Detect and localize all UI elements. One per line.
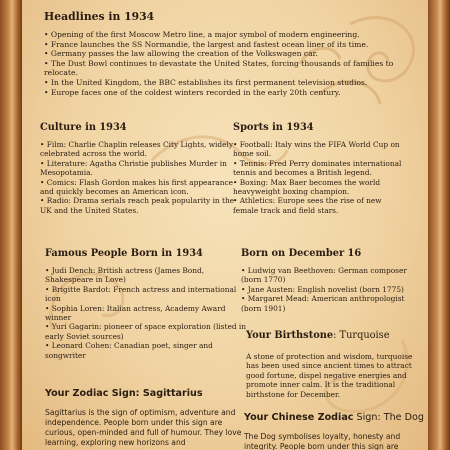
famous-item: • Sophia Loren: Italian actress, Academy Award winner xyxy=(45,303,226,323)
born-item: • Ludwig van Beethoven: German composer (born 1770) xyxy=(241,266,407,285)
culture-list xyxy=(40,140,235,215)
chinese-zodiac-value: Sign: The Dog xyxy=(353,412,424,423)
sports-item: • Boxing: Max Baer becomes the world heavyweight boxing champion. xyxy=(233,177,381,197)
culture-item: • Film: Charlie Chaplin releases City Lights, widely celebrated across the world. xyxy=(40,140,234,159)
headline-item: • In the United Kingdom, the BBC establishes its first permanent television studios. xyxy=(44,77,368,87)
sports-title: Sports in 1934 xyxy=(233,122,314,133)
born-dec16-list xyxy=(241,266,413,313)
culture-item: • Comics: Flash Gordon makes his first appearance and quickly becomes an American icon. xyxy=(40,177,234,197)
headlines-title: Headlines in 1934 xyxy=(44,10,155,23)
sports-item: • Football: Italy wins the FIFA World Cup on home soil. xyxy=(233,140,400,159)
culture-item: • Radio: Drama serials reach peak popularity in the UK and the United States. xyxy=(40,196,235,215)
birthstone-text: A stone of protection and wisdom, turquoise has been used since ancient times to attract good fortune, dispel negative energies and promote inner calm. It is the traditional birthstone for December. xyxy=(246,352,413,399)
chinese-zodiac-label: Your Chinese Zodiac xyxy=(244,412,354,423)
born-item: • Jane Austen: English novelist (born 1775) xyxy=(241,284,404,294)
sports-list xyxy=(233,140,403,215)
headline-item: • The Dust Bowl continues to devastate the United States, forcing thousands of families to relocate. xyxy=(44,58,394,78)
zodiac-heading: Your Zodiac Sign: Sagittarius xyxy=(45,388,203,399)
famous-item: • Brigitte Bardot: French actress and international icon xyxy=(45,284,237,304)
parchment-page xyxy=(22,0,428,450)
culture-item: • Literature: Agatha Christie publishes Murder in Mesopotamia. xyxy=(40,158,227,178)
birthstone-value: : Turquoise xyxy=(333,330,390,341)
famous-item: • Judi Dench: British actress (James Bond, Shakespeare in Love) xyxy=(45,266,205,285)
chinese-zodiac-text: The Dog symbolises loyalty, honesty and integrity. People born under this sign are xyxy=(244,432,401,450)
famous-title: Famous People Born in 1934 xyxy=(45,248,203,259)
scroll-rod-left xyxy=(0,0,22,450)
headlines-list xyxy=(44,30,414,97)
sports-item: • Tennis: Fred Perry dominates international tennis and becomes a British legend. xyxy=(233,158,402,178)
famous-item: • Leonard Cohen: Canadian poet, singer and songwriter xyxy=(45,341,213,360)
birthstone-label: Your Birthstone xyxy=(246,330,334,341)
born-item: • Margaret Mead: American anthropologist (born 1901) xyxy=(241,294,405,313)
scroll-rod-right xyxy=(428,0,450,450)
headline-item: • Opening of the first Moscow Metro line, a major symbol of modern engineering. xyxy=(44,30,360,39)
chinese-zodiac-heading xyxy=(244,412,424,423)
born-dec16-title: Born on December 16 xyxy=(241,248,362,259)
zodiac-text: Sagittarius is the sign of optimism, adventure and independence. People born under this sign are curious, open-minded and full of humour. They love learning, exploring new horizons and xyxy=(45,408,242,447)
famous-list xyxy=(45,266,253,360)
culture-title: Culture in 1934 xyxy=(40,122,127,133)
famous-item: • Yuri Gagarin: pioneer of space exploration (listed in early Soviet sources) xyxy=(45,322,247,341)
sports-item: • Athletics: Europe sees the rise of new female track and field stars. xyxy=(233,196,382,215)
headline-item: • Europe faces one of the coldest winters recorded in the early 20th century. xyxy=(44,87,341,97)
headline-item: • France launches the SS Normandie, the largest and fastest ocean liner of its time. xyxy=(44,39,369,49)
headline-item: • Germany passes the law allowing the creation of the Volkswagen car. xyxy=(44,49,318,59)
birthstone-heading xyxy=(246,330,390,341)
